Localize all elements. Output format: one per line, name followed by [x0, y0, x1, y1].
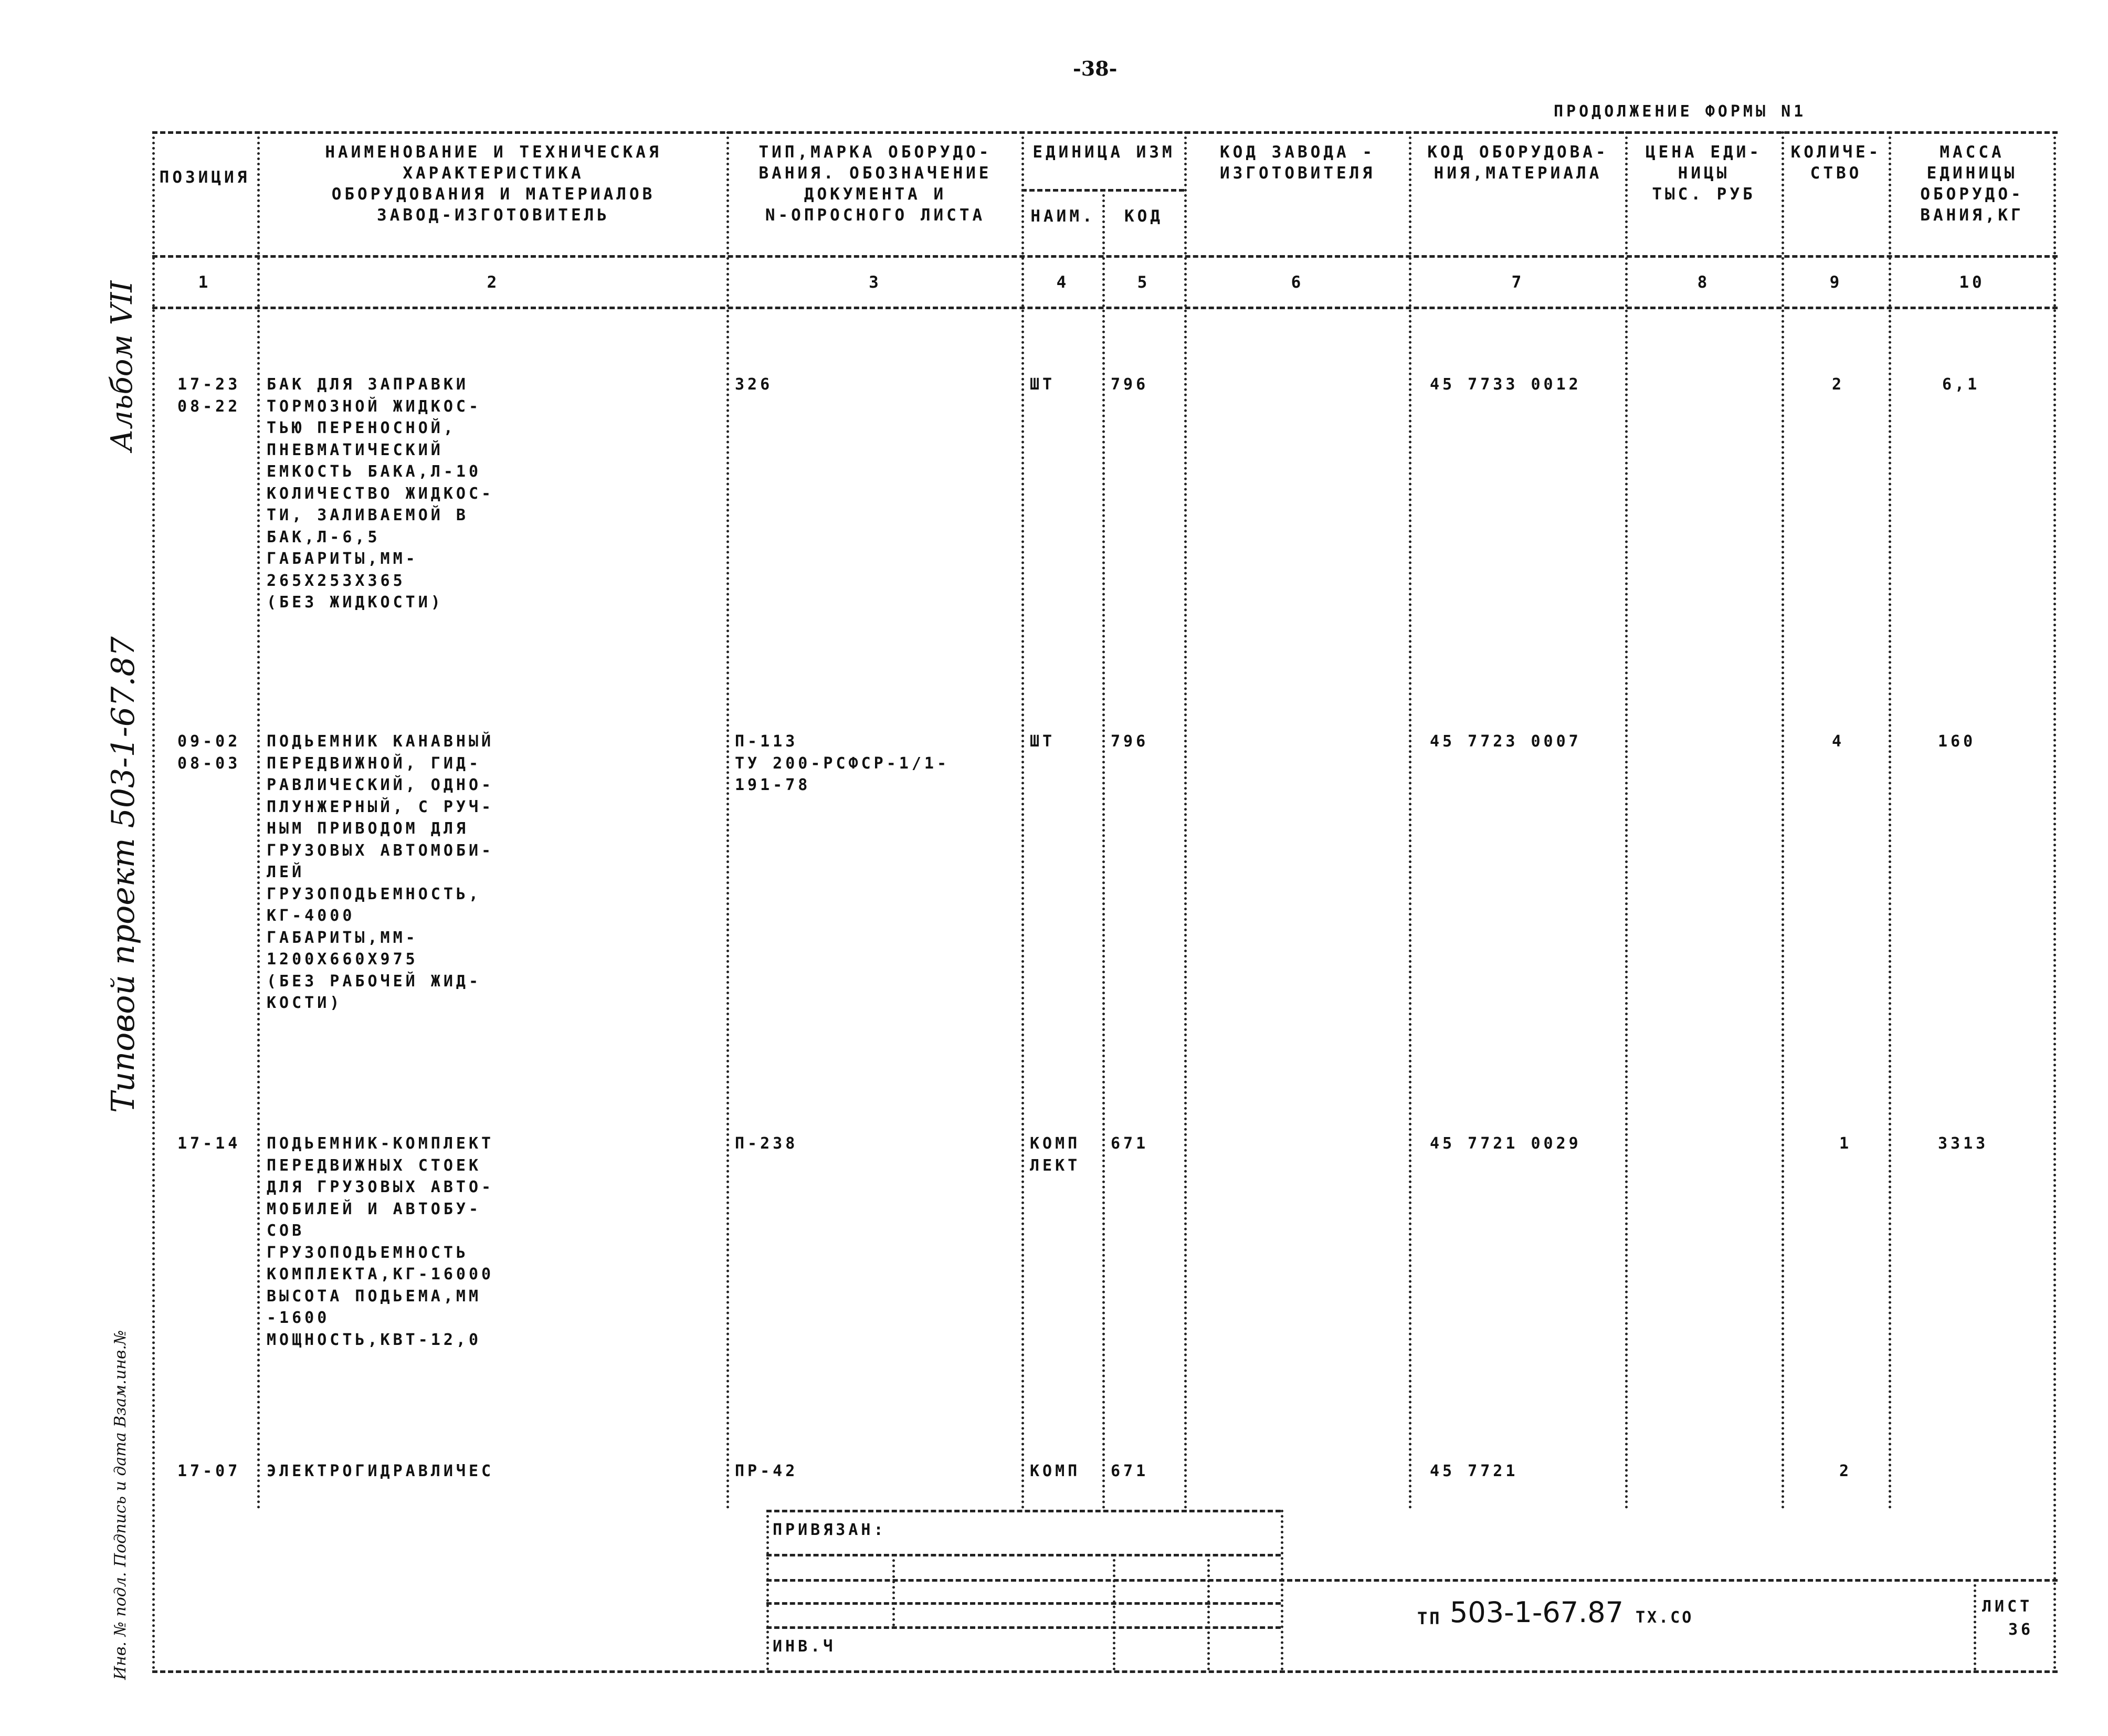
row-quantity: 4	[1832, 732, 1845, 751]
col-number: 10	[1959, 273, 1985, 292]
row-type: П-238	[735, 1134, 798, 1153]
row-type: ПР-42	[735, 1462, 798, 1480]
row-equip-code: 45 7721 0029	[1430, 1134, 1582, 1153]
side-label-project: Типовой проект 503-1-67.87	[105, 636, 142, 1113]
row-unit: ШТ	[1030, 375, 1056, 394]
row-unit-code: 796	[1111, 375, 1149, 394]
row-type: 326	[735, 375, 773, 394]
side-label-stamp: Инв. № подл. Подпись и дата Взам.инв.№	[111, 1330, 130, 1680]
header-unit-name: НАИМ.	[1030, 207, 1095, 226]
side-label-album: Альбом VII	[105, 280, 139, 451]
row-equip-code: 45 7721	[1430, 1462, 1519, 1480]
page-number: -38-	[1073, 57, 1118, 80]
row-type: П-113 ТУ 200-РСФСР-1/1- 191-78	[735, 732, 950, 794]
row-position: 17-14	[177, 1134, 241, 1153]
col-number: 8	[1697, 273, 1711, 292]
col-number: 6	[1291, 273, 1304, 292]
header-name: НАИМЕНОВАНИЕ И ТЕХНИЧЕСКАЯ ХАРАКТЕРИСТИКА ОБОРУДОВАНИЯ И МАТЕРИАЛОВ ЗАВОД-ИЗГОТОВИТЕЛЬ	[325, 143, 662, 225]
row-quantity: 2	[1832, 375, 1845, 394]
header-type: ТИП,МАРКА ОБОРУДО- ВАНИЯ. ОБОЗНАЧЕНИЕ ДОКУМЕНТА И N-ОПРОСНОГО ЛИСТА	[758, 143, 992, 225]
col-number: 5	[1137, 273, 1151, 292]
continuation-label: ПРОДОЛЖЕНИЕ ФОРМЫ N1	[1554, 102, 1807, 121]
row-unit: ШТ	[1030, 732, 1056, 751]
row-name: ПОДЬЕМНИК-КОМПЛЕКТ ПЕРЕДВИЖНЫХ СТОЕК ДЛЯ ГРУЗОВЫХ АВТО- МОБИЛЕЙ И АВТОБУ- СОВ ГРУЗОПОДЬЕМНОСТЬ КОМПЛЕКТА,КГ-16000 ВЫСОТА ПОДЬЕМА,ММ -1600 МОЩНОСТЬ,КВТ-12,0	[267, 1134, 494, 1349]
col-number: 1	[198, 273, 212, 292]
row-name: ПОДЬЕМНИК КАНАВНЫЙ ПЕРЕДВИЖНОЙ, ГИД- РАВЛИЧЕСКИЙ, ОДНО- ПЛУНЖЕРНЫЙ, С РУЧ- НЫМ ПРИВОДОМ ДЛЯ ГРУЗОВЫХ АВТОМОБИ- ЛЕЙ ГРУЗОПОДЬЕМНОСТЬ, КГ-4000 ГАБАРИТЫ,ММ- 1200Х660Х975 (БЕЗ РАБОЧЕЙ ЖИД- КОСТИ)	[267, 732, 494, 1012]
stamp-sheet-label: ЛИСТ	[1982, 1597, 2033, 1616]
header-position: ПОЗИЦИЯ	[159, 168, 250, 187]
header-plant-code: КОД ЗАВОДА - ИЗГОТОВИТЕЛЯ	[1220, 143, 1375, 183]
header-price: ЦЕНА ЕДИ- НИЦЫ ТЫС. РУБ	[1646, 143, 1762, 204]
row-mass: 160	[1938, 732, 1976, 751]
row-name: БАК ДЛЯ ЗАПРАВКИ ТОРМОЗНОЙ ЖИДКОС- ТЬЮ ПЕРЕНОСНОЙ, ПНЕВМАТИЧЕСКИЙ ЕМКОСТЬ БАКА,Л-10 КОЛИЧЕСТВО ЖИДКОС- ТИ, ЗАЛИВАЕМОЙ В БАК,Л-6,5 ГАБАРИТЫ,ММ- 265Х253Х365 (БЕЗ ЖИДКОСТИ)	[267, 375, 494, 612]
row-mass: 6,1	[1942, 375, 1980, 394]
stamp-doc-code: 503-1-67.87	[1450, 1596, 1624, 1629]
row-equip-code: 45 7723 0007	[1430, 732, 1582, 751]
row-unit-code: 796	[1111, 732, 1149, 751]
header-unit: ЕДИНИЦА ИЗМ	[1032, 143, 1175, 162]
row-quantity: 1	[1839, 1134, 1852, 1153]
header-unit-code: КОД	[1124, 207, 1163, 226]
col-number: 2	[487, 273, 500, 292]
stamp-doc-suffix: ТХ.СО	[1636, 1608, 1694, 1627]
row-unit-code: 671	[1111, 1134, 1149, 1153]
col-number: 3	[869, 273, 882, 292]
row-unit: КОМП ЛЕКТ	[1030, 1134, 1081, 1175]
col-number: 9	[1829, 273, 1843, 292]
header-equip-code: КОД ОБОРУДОВА- НИЯ,МАТЕРИАЛА	[1427, 143, 1609, 183]
stamp-doc-prefix: ТП	[1417, 1608, 1442, 1628]
stamp-bound: ПРИВЯЗАН:	[773, 1521, 887, 1539]
row-position: 09-02 08-03	[177, 732, 241, 773]
header-mass: МАССА ЕДИНИЦЫ ОБОРУДО- ВАНИЯ,КГ	[1920, 143, 2024, 225]
row-name: ЭЛЕКТРОГИДРАВЛИЧЕС	[267, 1462, 494, 1480]
stamp-inventory: ИНВ.Ч	[773, 1637, 836, 1656]
col-number: 7	[1511, 273, 1525, 292]
header-quantity: КОЛИЧЕ- СТВО	[1790, 143, 1882, 183]
row-equip-code: 45 7733 0012	[1430, 375, 1582, 394]
stamp-sheet-number: 36	[2008, 1621, 2034, 1639]
row-position: 17-07	[177, 1462, 241, 1480]
col-number: 4	[1056, 273, 1070, 292]
row-unit-code: 671	[1111, 1462, 1149, 1480]
row-mass: 3313	[1938, 1134, 1989, 1153]
row-unit: КОМП	[1030, 1462, 1081, 1480]
row-quantity: 2	[1839, 1462, 1852, 1480]
row-position: 17-23 08-22	[177, 375, 241, 416]
